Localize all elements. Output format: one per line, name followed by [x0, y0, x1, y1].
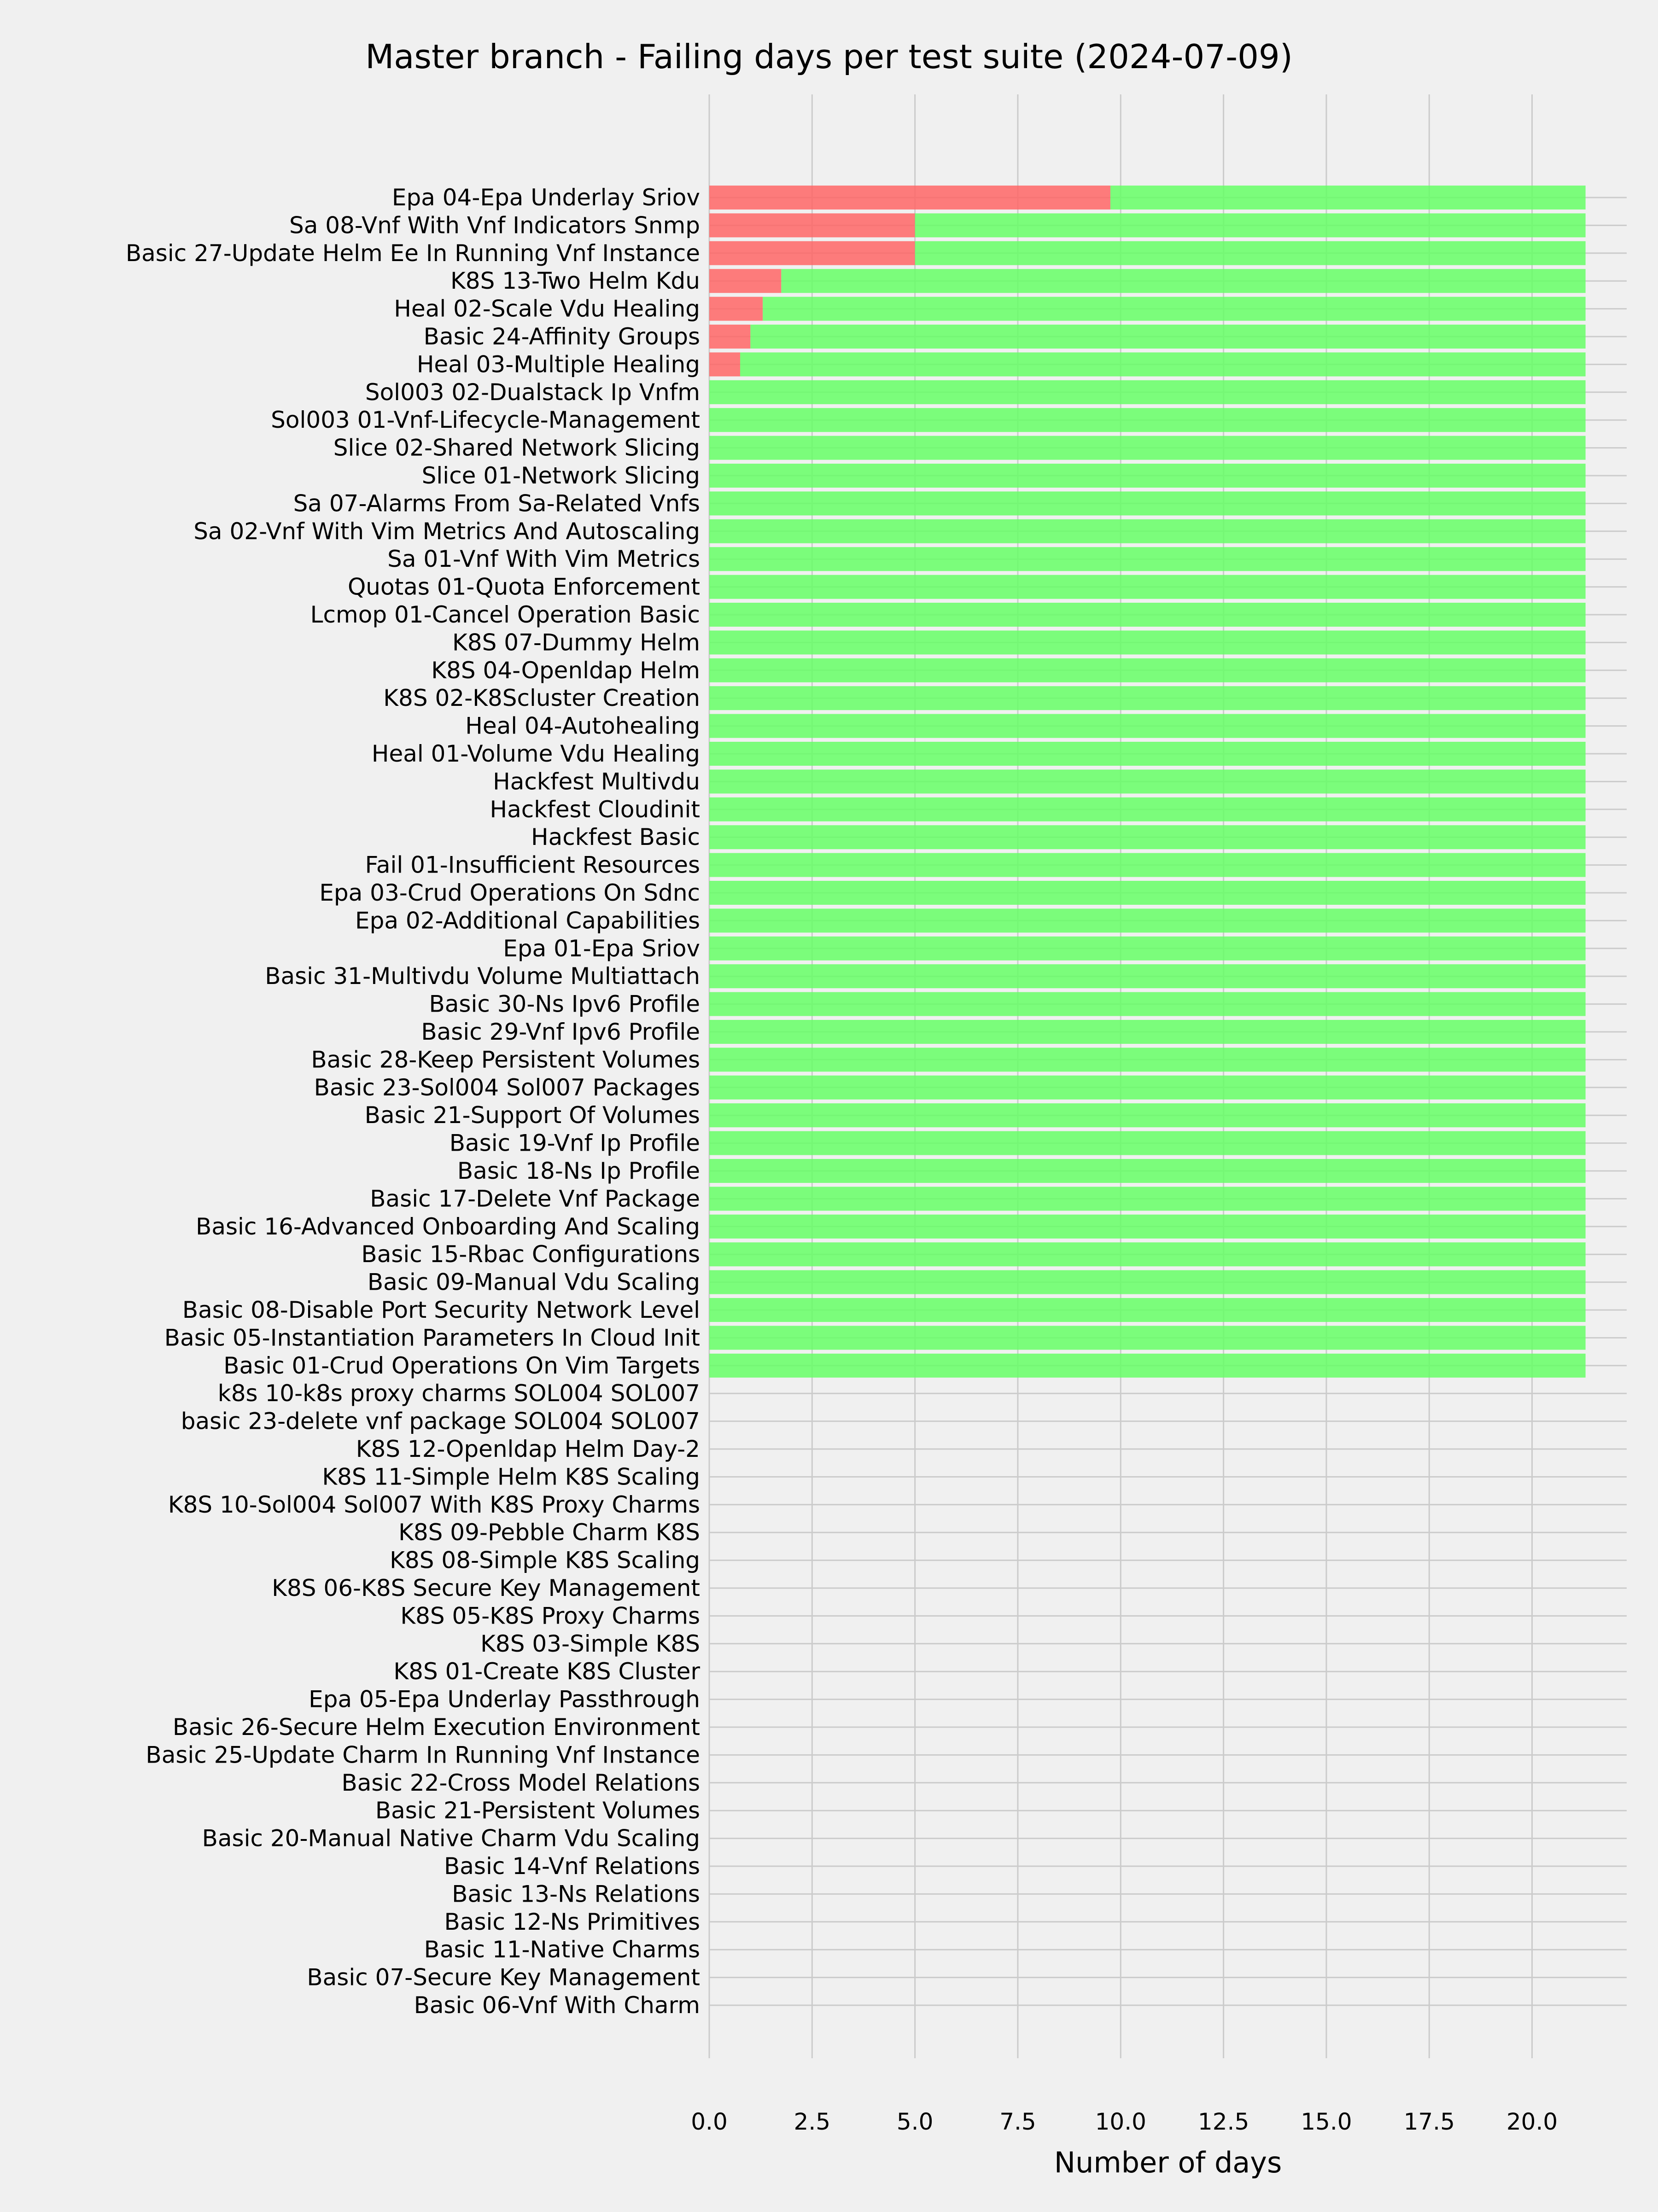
- y-tick-label: Epa 02-Additional Capabilities: [355, 907, 700, 934]
- bar-passing-days: [709, 1076, 1586, 1100]
- x-tick-label: 2.5: [794, 2108, 831, 2135]
- y-tick-label: Basic 09-Manual Vdu Scaling: [367, 1269, 700, 1296]
- y-tick-label: K8S 12-Openldap Helm Day-2: [356, 1436, 700, 1462]
- x-tick-label: 20.0: [1506, 2108, 1558, 2135]
- y-tick-label: Basic 12-Ns Primitives: [444, 1908, 700, 1935]
- bar-passing-days: [915, 241, 1586, 265]
- y-tick-label: Basic 06-Vnf With Charm: [414, 1992, 700, 2019]
- bar-passing-days: [709, 1187, 1586, 1211]
- bar-passing-days: [709, 464, 1586, 488]
- bar-passing-days: [709, 1215, 1586, 1239]
- bar-passing-days: [709, 742, 1586, 766]
- y-tick-label: Basic 17-Delete Vnf Package: [370, 1185, 700, 1212]
- bar-failing-days: [709, 325, 750, 349]
- x-tick-label: 12.5: [1197, 2108, 1249, 2135]
- bar-failing-days: [709, 269, 781, 293]
- y-tick-label: Slice 01-Network Slicing: [421, 462, 700, 489]
- bar-passing-days: [709, 1159, 1586, 1183]
- bar-passing-days: [781, 269, 1585, 293]
- y-tick-label: Basic 29-Vnf Ipv6 Profile: [421, 1019, 700, 1045]
- bar-passing-days: [709, 603, 1586, 627]
- bar-passing-days: [709, 630, 1586, 654]
- y-tick-label: basic 23-delete vnf package SOL004 SOL007: [181, 1408, 700, 1435]
- x-tick-label: 17.5: [1403, 2108, 1455, 2135]
- bar-passing-days: [709, 992, 1586, 1016]
- bar-passing-days: [709, 519, 1586, 543]
- x-tick-label: 5.0: [896, 2108, 934, 2135]
- bar-passing-days: [709, 1131, 1586, 1155]
- x-tick-labels: [691, 2108, 1558, 2135]
- y-tick-label: Basic 15-Rbac Configurations: [361, 1241, 700, 1268]
- bar-passing-days: [709, 380, 1586, 404]
- bar-passing-days: [915, 213, 1586, 237]
- x-tick-label: 7.5: [999, 2108, 1036, 2135]
- bar-passing-days: [709, 436, 1586, 460]
- bar-passing-days: [709, 1354, 1586, 1378]
- y-tick-label: K8S 02-K8Scluster Creation: [383, 685, 700, 712]
- y-tick-label: Sa 08-Vnf With Vnf Indicators Snmp: [289, 212, 700, 239]
- y-tick-label: Heal 04-Autohealing: [465, 712, 700, 739]
- bar-passing-days: [709, 658, 1586, 682]
- y-tick-label: Basic 11-Native Charms: [424, 1936, 700, 1963]
- y-tick-label: Basic 21-Persistent Volumes: [375, 1797, 700, 1824]
- y-tick-label: K8S 09-Pebble Charm K8S: [398, 1519, 700, 1546]
- bar-passing-days: [709, 714, 1586, 738]
- y-tick-label: Hackfest Cloudinit: [490, 796, 700, 823]
- bar-passing-days: [709, 1103, 1586, 1127]
- y-tick-label: Basic 20-Manual Native Charm Vdu Scaling: [202, 1825, 700, 1852]
- y-tick-label: Sa 07-Alarms From Sa-Related Vnfs: [293, 490, 700, 517]
- y-tick-label: Sa 02-Vnf With Vim Metrics And Autoscaling: [193, 518, 700, 545]
- y-tick-label: Basic 22-Cross Model Relations: [341, 1769, 700, 1796]
- y-tick-label: K8S 03-Simple K8S: [480, 1630, 700, 1657]
- y-tick-label: K8S 01-Create K8S Cluster: [393, 1658, 700, 1685]
- y-tick-label: Basic 30-Ns Ipv6 Profile: [429, 990, 700, 1018]
- bar-passing-days: [1110, 186, 1586, 210]
- bar-passing-days: [709, 1048, 1586, 1071]
- y-tick-label: Basic 31-Multivdu Volume Multiattach: [265, 963, 700, 990]
- bar-passing-days: [709, 408, 1586, 432]
- y-tick-label: Basic 27-Update Helm Ee In Running Vnf Instance: [125, 239, 700, 267]
- y-tick-label: k8s 10-k8s proxy charms SOL004 SOL007: [217, 1380, 700, 1407]
- bar-passing-days: [709, 853, 1586, 877]
- y-tick-label: Hackfest Multivdu: [493, 768, 700, 795]
- y-tick-label: Hackfest Basic: [531, 824, 700, 851]
- y-tick-label: K8S 13-Two Helm Kdu: [450, 268, 700, 295]
- bar-passing-days: [709, 769, 1586, 793]
- bar-passing-days: [709, 491, 1586, 515]
- bar-passing-days: [709, 908, 1586, 932]
- bar-passing-days: [709, 547, 1586, 571]
- y-tick-label: K8S 05-K8S Proxy Charms: [400, 1602, 700, 1630]
- y-tick-label: Basic 19-Vnf Ip Profile: [449, 1129, 700, 1157]
- bar-failing-days: [709, 241, 915, 265]
- y-tick-label: Basic 23-Sol004 Sol007 Packages: [314, 1074, 700, 1101]
- x-tick-label: 10.0: [1095, 2108, 1146, 2135]
- y-tick-label: Basic 25-Update Charm In Running Vnf Instance: [146, 1741, 700, 1769]
- y-tick-label: Quotas 01-Quota Enforcement: [347, 573, 700, 600]
- y-tick-label: Basic 13-Ns Relations: [452, 1880, 700, 1908]
- y-tick-label: Heal 03-Multiple Healing: [416, 351, 700, 378]
- y-tick-label: Fail 01-Insufficient Resources: [365, 851, 700, 879]
- x-tick-label: 0.0: [691, 2108, 728, 2135]
- bar-passing-days: [709, 937, 1586, 960]
- y-tick-label: Lcmop 01-Cancel Operation Basic: [310, 601, 700, 628]
- y-tick-label: K8S 06-K8S Secure Key Management: [272, 1575, 700, 1601]
- y-tick-label: K8S 07-Dummy Helm: [452, 629, 700, 656]
- bar-failing-days: [709, 352, 740, 376]
- y-tick-label: Slice 02-Shared Network Slicing: [333, 434, 700, 461]
- bar-passing-days: [709, 1020, 1586, 1044]
- y-tick-label: Heal 01-Volume Vdu Healing: [371, 740, 700, 767]
- bar-failing-days: [709, 297, 763, 321]
- y-tick-label: Sol003 01-Vnf-Lifecycle-Management: [271, 407, 700, 434]
- bar-passing-days: [750, 325, 1585, 349]
- bar-passing-days: [709, 881, 1586, 905]
- y-tick-label: K8S 04-Openldap Helm: [431, 657, 700, 684]
- y-tick-label: Sa 01-Vnf With Vim Metrics: [387, 546, 700, 573]
- y-tick-label: Epa 03-Crud Operations On Sdnc: [319, 879, 700, 906]
- bar-failing-days: [709, 186, 1110, 210]
- y-tick-label: Basic 21-Support Of Volumes: [364, 1102, 700, 1129]
- y-tick-label: K8S 10-Sol004 Sol007 With K8S Proxy Charms: [168, 1491, 700, 1518]
- bar-passing-days: [709, 575, 1586, 599]
- y-tick-label: Basic 01-Crud Operations On Vim Targets: [223, 1352, 700, 1379]
- x-tick-label: 15.0: [1301, 2108, 1352, 2135]
- y-tick-label: Epa 01-Epa Sriov: [503, 935, 700, 962]
- bar-passing-days: [709, 964, 1586, 988]
- y-tick-label: K8S 11-Simple Helm K8S Scaling: [322, 1463, 700, 1490]
- x-axis-label: Number of days: [1054, 2146, 1282, 2179]
- bar-passing-days: [709, 1270, 1586, 1294]
- bar-passing-days: [709, 1326, 1586, 1350]
- bar-passing-days: [709, 686, 1586, 710]
- bar-passing-days: [763, 297, 1586, 321]
- bar-passing-days: [709, 1298, 1586, 1322]
- y-tick-label: Basic 07-Secure Key Management: [307, 1964, 700, 1991]
- bar-passing-days: [709, 797, 1586, 821]
- y-tick-label: Sol003 02-Dualstack Ip Vnfm: [365, 378, 700, 406]
- y-tick-label: Epa 05-Epa Underlay Passthrough: [309, 1686, 700, 1713]
- y-tick-label: Basic 18-Ns Ip Profile: [457, 1158, 700, 1184]
- y-tick-label: Basic 26-Secure Helm Execution Environment: [172, 1714, 700, 1740]
- bar-passing-days: [709, 825, 1586, 849]
- bar-failing-days: [709, 213, 915, 237]
- bar-layer: [709, 186, 1586, 1378]
- y-tick-label: Basic 24-Affinity Groups: [423, 323, 700, 350]
- y-tick-label: Basic 14-Vnf Relations: [444, 1853, 700, 1880]
- y-tick-label: Heal 02-Scale Vdu Healing: [394, 295, 700, 322]
- y-tick-label: Basic 08-Disable Port Security Network Level: [182, 1297, 700, 1323]
- y-tick-label: Epa 04-Epa Underlay Sriov: [391, 184, 700, 211]
- chart-title: Master branch - Failing days per test suite (2024-07-09): [365, 37, 1293, 76]
- y-tick-label: Basic 28-Keep Persistent Volumes: [311, 1046, 700, 1073]
- y-tick-label: K8S 08-Simple K8S Scaling: [390, 1547, 700, 1574]
- bar-passing-days: [709, 1242, 1586, 1266]
- y-tick-label: Basic 16-Advanced Onboarding And Scaling: [196, 1213, 700, 1240]
- y-tick-label: Basic 05-Instantiation Parameters In Cloud Init: [164, 1324, 700, 1351]
- bar-passing-days: [740, 352, 1586, 376]
